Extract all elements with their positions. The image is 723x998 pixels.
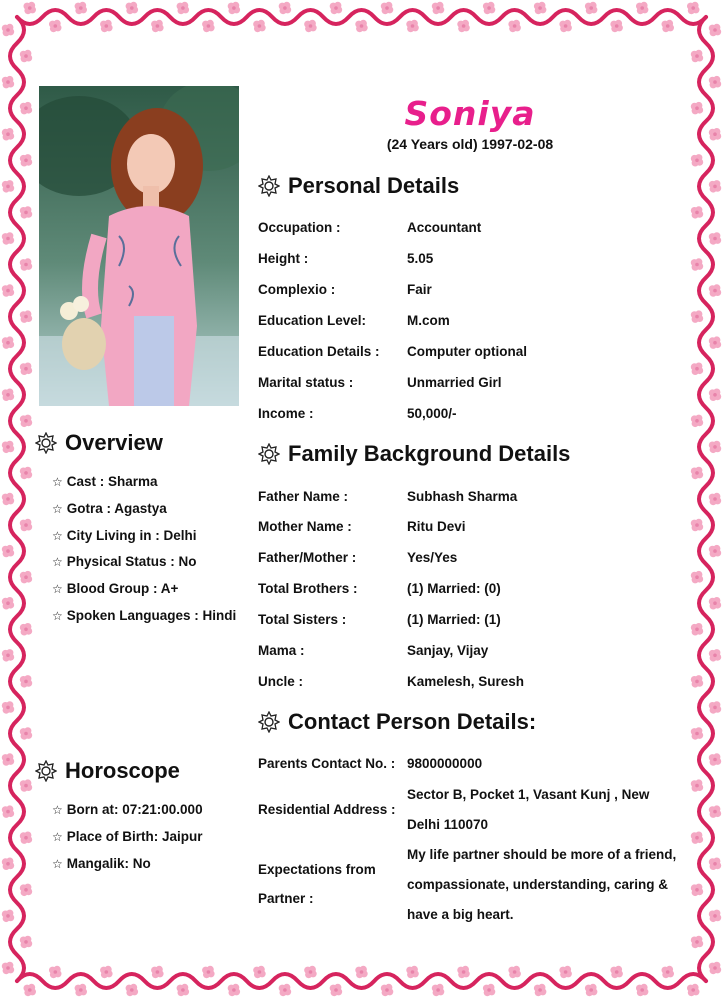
row-label: Expectations from (258, 862, 376, 877)
border-flower-icon (687, 2, 700, 14)
border-flower-icon (20, 884, 32, 897)
border-flower-icon (691, 154, 703, 166)
border-flower-icon (610, 20, 623, 32)
border-flower-icon (406, 966, 419, 978)
border-flower-icon (2, 24, 14, 37)
list-item-text: Place of Birth: Jaipur (66, 829, 203, 844)
border-flower-icon (381, 984, 394, 996)
border-flower-icon (691, 675, 703, 688)
border-flower-icon (691, 102, 703, 115)
border-flower-icon (228, 2, 240, 14)
list-item (52, 474, 158, 489)
border-flower-icon (355, 20, 367, 32)
star-icon: ☆ (52, 475, 63, 489)
border-flower-icon (709, 805, 721, 818)
border-flower-icon (457, 20, 470, 32)
border-flower-icon (691, 832, 703, 844)
border-flower-icon (691, 50, 703, 63)
border-flower-icon (709, 441, 721, 453)
row-label: Father/Mother : (258, 550, 357, 565)
border-flower-icon (691, 779, 703, 791)
list-item-text: Spoken Languages : Hindi (66, 608, 237, 623)
row-value: Subhash Sharma (407, 489, 518, 504)
border-flower-icon (691, 310, 703, 323)
list-item (52, 528, 197, 543)
star-icon: ☆ (52, 502, 63, 516)
row-value: (1) Married: (1) (407, 612, 501, 627)
border-flower-icon (709, 284, 721, 297)
border-flower-icon (2, 284, 14, 297)
border-flower-icon (177, 984, 190, 996)
list-item-text: City Living in : Delhi (66, 528, 197, 543)
section-title: Horoscope (65, 758, 180, 783)
row-value: M.com (407, 313, 450, 328)
row-label: Father Name : (258, 489, 349, 504)
border-flower-icon (406, 20, 419, 32)
border-flower-icon (585, 2, 598, 14)
row-label: Mama : (258, 643, 305, 658)
row-value: Computer optional (407, 344, 527, 359)
border-flower-icon (24, 2, 37, 14)
border-flower-icon (2, 753, 14, 766)
border-flower-icon (20, 936, 32, 949)
border-flower-icon (691, 258, 703, 271)
border-flower-icon (330, 2, 343, 14)
section-ornament-icon (258, 175, 280, 197)
border-flower-icon (20, 154, 32, 166)
border-flower-icon (279, 2, 292, 14)
border-flower-icon (381, 2, 394, 14)
star-icon: ☆ (52, 609, 63, 623)
border-flower-icon (126, 2, 138, 14)
section-ornament-icon (258, 443, 280, 465)
border-flower-icon (20, 779, 32, 791)
border-flower-icon (709, 493, 721, 505)
section-title: Overview (65, 430, 163, 455)
border-flower-icon (636, 984, 648, 996)
border-flower-icon (126, 984, 138, 996)
row-label: Height : (258, 251, 309, 266)
border-flower-icon (691, 623, 703, 636)
border-flower-icon (662, 20, 675, 32)
border-flower-icon (75, 984, 87, 996)
star-icon: ☆ (52, 803, 63, 817)
border-flower-icon (691, 884, 703, 897)
row-label: Total Brothers : (258, 581, 358, 596)
list-item-text: Physical Status : No (66, 554, 197, 569)
border-flower-icon (253, 966, 266, 978)
border-flower-icon (2, 597, 14, 610)
border-flower-icon (709, 545, 721, 557)
star-icon: ☆ (52, 857, 63, 871)
list-item (52, 829, 203, 844)
border-flower-icon (20, 727, 32, 740)
list-item-text: Blood Group : A+ (66, 581, 179, 596)
row-value: Unmarried Girl (407, 375, 502, 390)
border-flower-icon (709, 910, 721, 923)
border-flower-icon (559, 20, 572, 32)
section-title: Family Background Details (288, 441, 571, 466)
border-flower-icon (20, 415, 32, 428)
border-flower-icon (534, 984, 547, 996)
border-flower-icon (24, 984, 37, 996)
border-flower-icon (20, 102, 32, 115)
border-flower-icon (2, 701, 14, 714)
border-flower-icon (2, 545, 14, 557)
border-flower-icon (709, 701, 721, 714)
border-flower-icon (709, 76, 721, 89)
border-flower-icon (20, 571, 32, 584)
profile-age-dob: (24 Years old) 1997-02-08 (386, 136, 554, 152)
border-flower-icon (100, 966, 113, 978)
border-flower-icon (20, 832, 32, 844)
row-label: Residential Address : (258, 802, 396, 817)
row-label: Education Details : (258, 344, 380, 359)
border-flower-icon (687, 984, 700, 996)
row-value: Yes/Yes (407, 550, 458, 565)
border-flower-icon (75, 2, 87, 14)
section-ornament-icon (35, 432, 57, 454)
border-flower-icon (304, 966, 317, 978)
border-flower-icon (508, 20, 521, 32)
list-item-text: Born at: 07:21:00.000 (66, 802, 203, 817)
border-flower-icon (709, 597, 721, 610)
row-value: Accountant (407, 220, 482, 235)
row-value: 50,000/- (407, 406, 457, 421)
border-flower-icon (662, 966, 675, 978)
border-flower-icon (2, 180, 14, 193)
border-flower-icon (691, 415, 703, 428)
row-label: Complexio : (258, 282, 336, 297)
row-label: Total Sisters : (258, 612, 347, 627)
row-value: Ritu Devi (407, 519, 466, 534)
border-flower-icon (691, 206, 703, 218)
border-flower-icon (355, 966, 367, 978)
border-flower-icon (20, 675, 32, 688)
border-flower-icon (20, 519, 32, 532)
row-value: Fair (407, 282, 432, 297)
border-flower-icon (709, 232, 721, 245)
border-flower-icon (585, 984, 598, 996)
section-title: Contact Person Details: (288, 709, 537, 734)
star-icon: ☆ (52, 555, 63, 569)
row-label: Mother Name : (258, 519, 352, 534)
profile-name: Soniya (404, 94, 536, 133)
horoscope-heading (35, 758, 180, 784)
border-flower-icon (2, 805, 14, 818)
border-flower-icon (2, 336, 14, 349)
list-item-text: Cast : Sharma (66, 474, 158, 489)
border-flower-icon (2, 76, 14, 89)
row-label: Marital status : (258, 375, 354, 390)
section-ornament-icon (35, 760, 57, 782)
border-flower-icon (709, 24, 721, 37)
border-flower-icon (691, 519, 703, 532)
star-icon: ☆ (52, 582, 63, 596)
list-item-text: Mangalik: No (66, 856, 151, 871)
row-label: Uncle : (258, 674, 304, 689)
border-flower-icon (610, 966, 623, 978)
list-item (52, 608, 236, 623)
border-flower-icon (177, 2, 190, 14)
border-flower-icon (2, 493, 14, 505)
list-item (52, 856, 151, 871)
border-flower-icon (2, 389, 14, 402)
border-flower-icon (202, 966, 215, 978)
border-flower-icon (228, 984, 240, 996)
star-icon: ☆ (52, 830, 63, 844)
border-flower-icon (2, 649, 14, 662)
residential-address-value: Sector B, Pocket 1, Vasant Kunj , New Delhi 110070 (407, 787, 650, 832)
border-flower-icon (202, 20, 215, 32)
border-flower-icon (709, 336, 721, 349)
contact-details-heading (258, 709, 536, 735)
border-flower-icon (709, 753, 721, 766)
row-label: Occupation : (258, 220, 341, 235)
list-item (52, 554, 197, 569)
border-flower-icon (483, 984, 495, 996)
border-flower-icon (691, 727, 703, 740)
border-flower-icon (20, 363, 32, 376)
list-item (52, 581, 178, 596)
row-label: Partner : (258, 891, 314, 906)
row-value: 9800000000 (407, 756, 483, 771)
border-flower-icon (151, 20, 164, 32)
profile-photo (39, 86, 239, 406)
row-value: Kamelesh, Suresh (407, 674, 525, 689)
border-flower-icon (2, 128, 14, 140)
row-label: Education Level: (258, 313, 367, 328)
border-flower-icon (2, 232, 14, 245)
border-flower-icon (20, 206, 32, 218)
border-flower-icon (691, 571, 703, 584)
expectations-value: My life partner should be more of a friend, compassionate, understanding, caring & have a big heart. (407, 847, 677, 922)
section-ornament-icon (258, 711, 280, 733)
family-details-heading (258, 441, 570, 467)
border-flower-icon (20, 50, 32, 63)
list-item (52, 802, 203, 817)
border-flower-icon (483, 2, 495, 14)
personal-details-heading (258, 173, 459, 199)
border-flower-icon (253, 20, 266, 32)
border-flower-icon (20, 258, 32, 271)
border-flower-icon (709, 858, 721, 871)
list-item (52, 501, 167, 516)
border-flower-icon (304, 20, 317, 32)
border-flower-icon (709, 649, 721, 662)
border-flower-icon (508, 966, 521, 978)
border-flower-icon (691, 467, 703, 480)
border-flower-icon (100, 20, 113, 32)
border-flower-icon (2, 962, 14, 975)
border-flower-icon (709, 128, 721, 140)
border-flower-icon (691, 936, 703, 949)
section-title: Personal Details (288, 173, 460, 198)
border-flower-icon (20, 623, 32, 636)
border-flower-icon (151, 966, 164, 978)
border-flower-icon (636, 2, 648, 14)
border-flower-icon (2, 441, 14, 453)
row-value: (1) Married: (0) (407, 581, 501, 596)
row-label: Income : (258, 406, 314, 421)
border-flower-icon (559, 966, 572, 978)
overview-heading (35, 430, 163, 456)
border-flower-icon (457, 966, 470, 978)
star-icon: ☆ (52, 529, 63, 543)
row-label: Parents Contact No. : (258, 756, 396, 771)
border-flower-icon (432, 984, 445, 996)
row-value: 5.05 (407, 251, 434, 266)
border-flower-icon (49, 966, 62, 978)
border-flower-icon (2, 858, 14, 871)
border-flower-icon (709, 389, 721, 402)
border-flower-icon (691, 363, 703, 376)
border-flower-icon (20, 310, 32, 323)
border-flower-icon (709, 962, 721, 975)
row-value: Sanjay, Vijay (407, 643, 489, 658)
border-flower-icon (330, 984, 343, 996)
border-flower-icon (49, 20, 62, 32)
list-item-text: Gotra : Agastya (66, 501, 167, 516)
border-flower-icon (534, 2, 547, 14)
border-flower-icon (432, 2, 445, 14)
border-flower-icon (2, 910, 14, 923)
border-flower-icon (20, 467, 32, 480)
border-flower-icon (279, 984, 292, 996)
border-flower-icon (709, 180, 721, 193)
